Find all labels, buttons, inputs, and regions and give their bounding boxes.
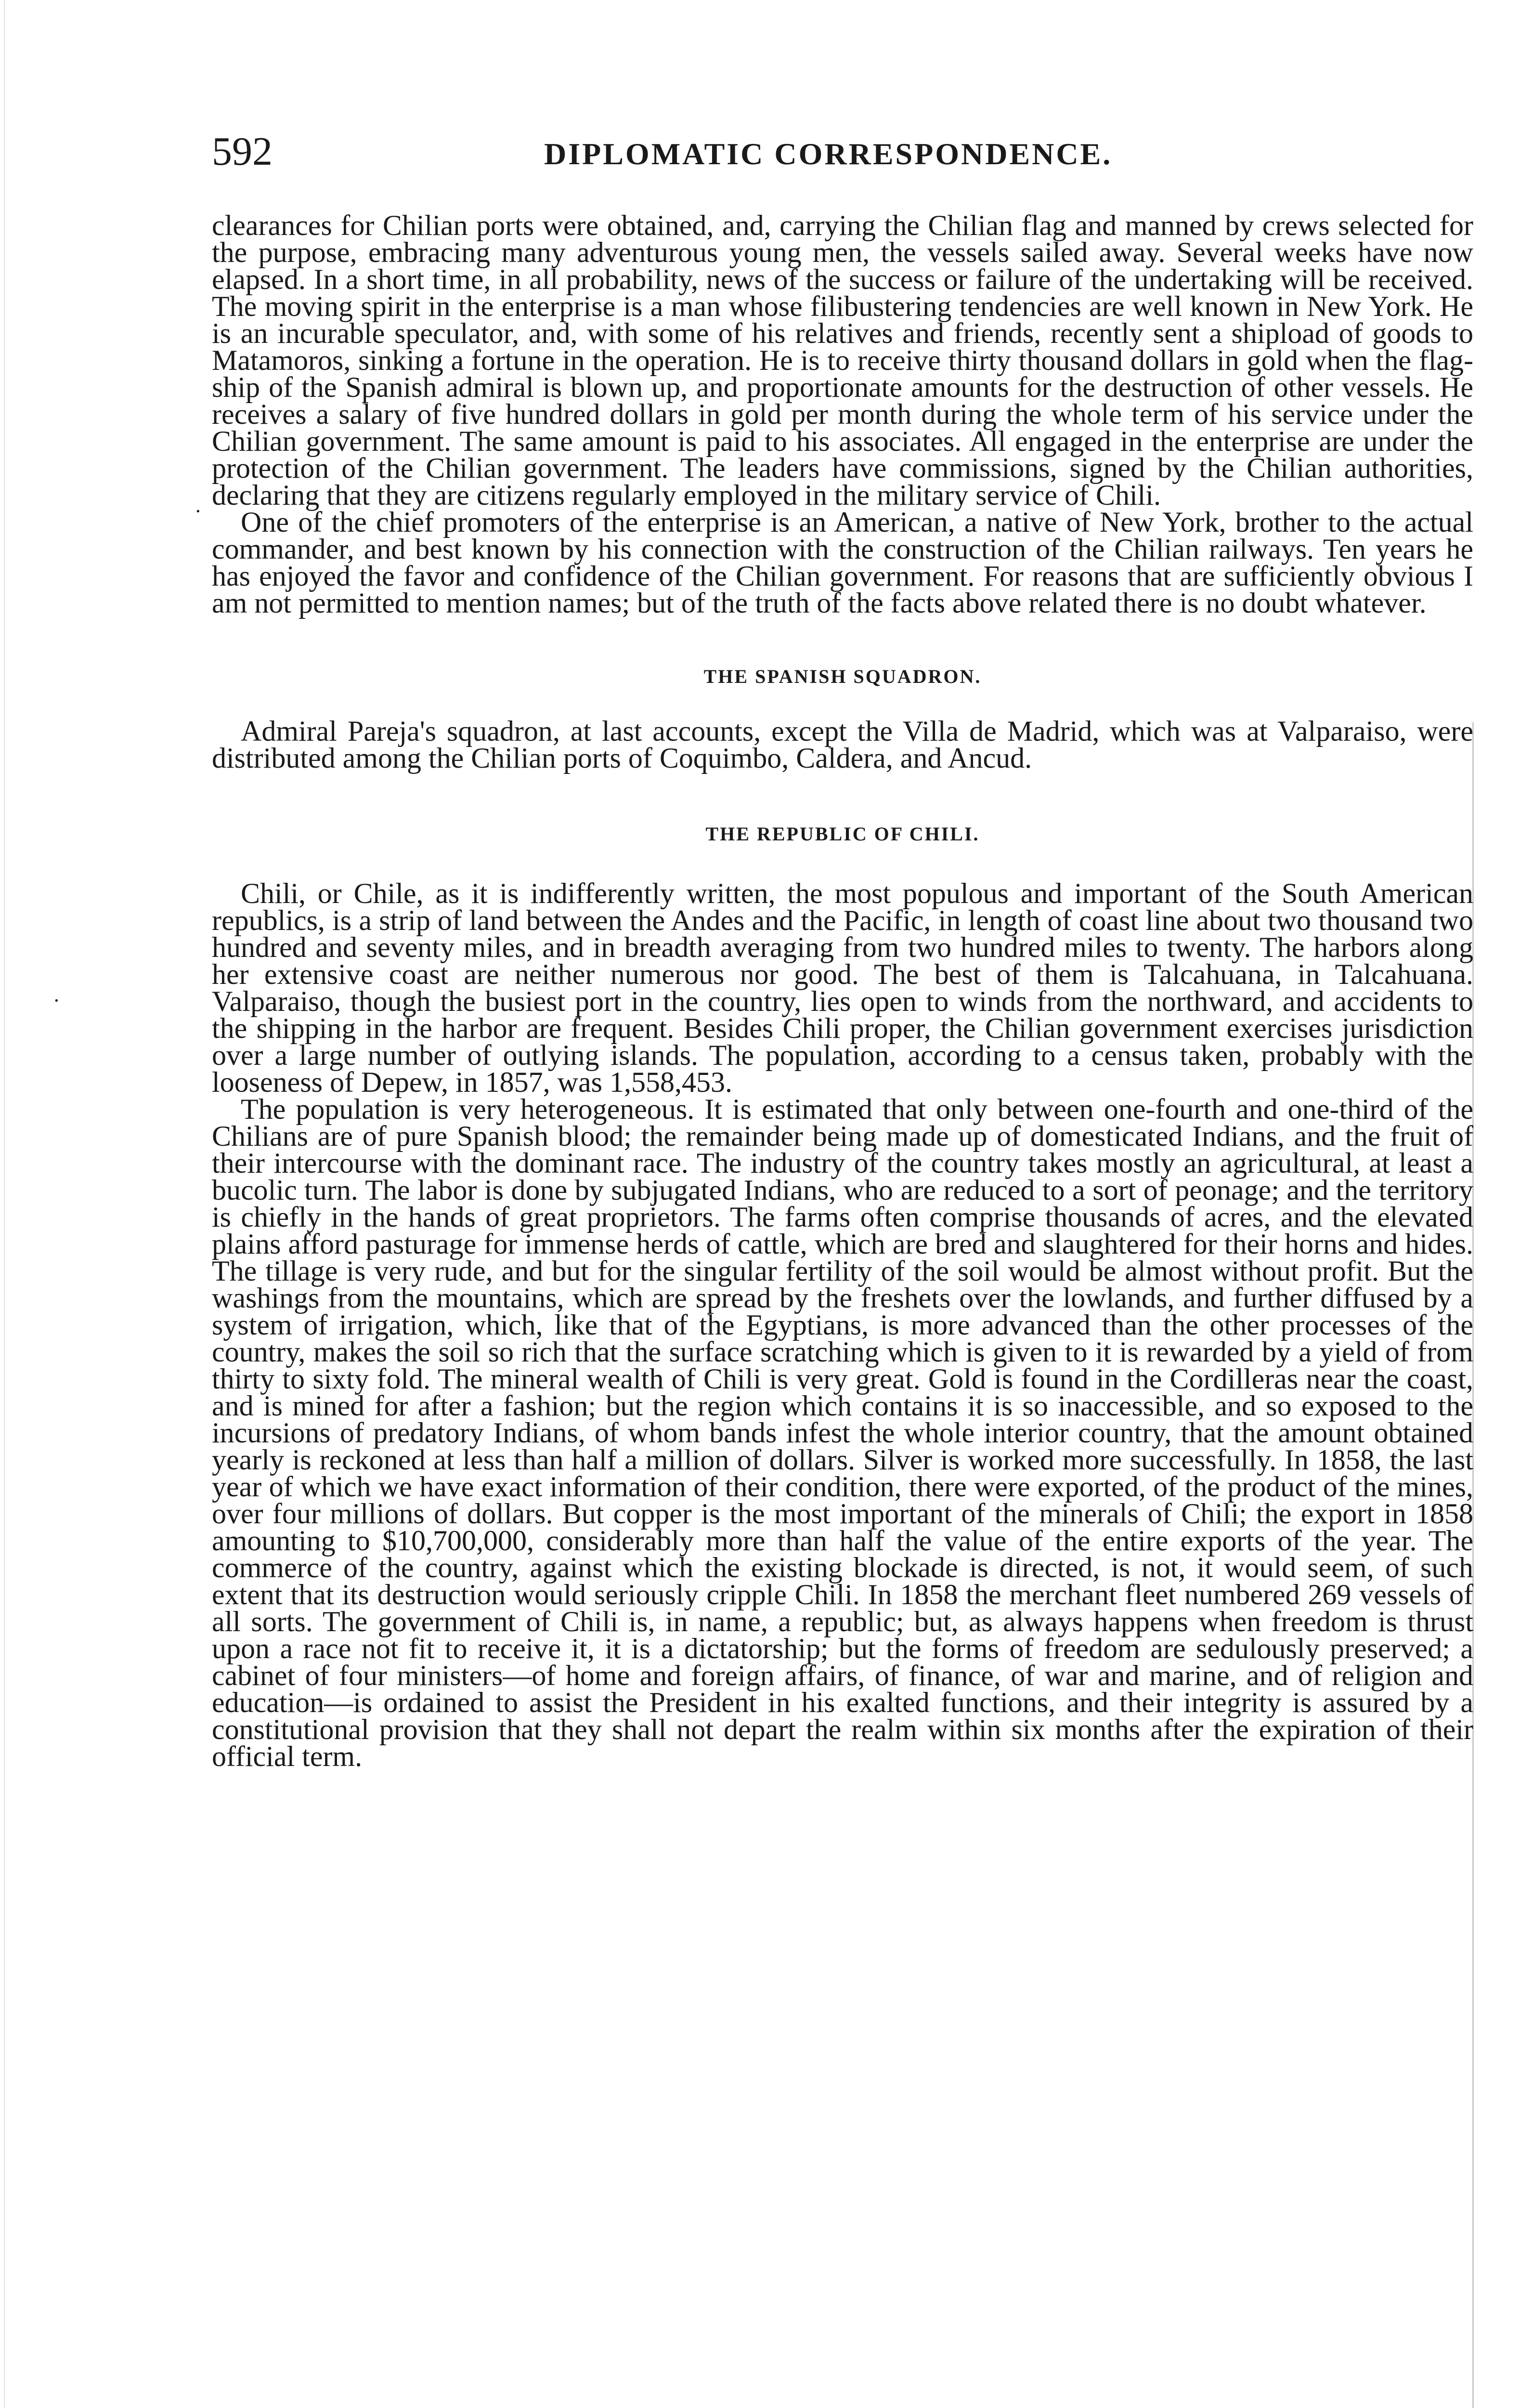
margin-mark: · bbox=[195, 499, 202, 523]
running-title: DIPLOMATIC CORRESPONDENCE. bbox=[544, 137, 1113, 171]
body-text bbox=[212, 209, 1473, 1772]
section-heading: THE SPANISH SQUADRON. bbox=[703, 666, 982, 687]
paragraph: clearances for Chilian ports were obtained, and, carrying the Chilian flag and manned by crews selected for the purpose, embracing many adventurous young men, the vessels sailed away. Several weeks have now elapsed. In a short time, in all probability, news of the success or failure of the undertaking will be received. The moving spirit in the enterprise is a man whose filibustering tendencies are well known in New York. He is an incurable speculator, and, with some of his relatives and friends, recently sent a shipload of goods to Matamoros, sinking a fortune in the operation. He is to receive thirty thousand dollars in gold when the flag-ship of the Spanish admiral is blown up, and proportionate amounts for the destruction of other vessels. He receives a salary of five hundred dollars in gold per month during the whole term of his service under the Chilian government. The same amount is paid to his associates. All engaged in the enterprise are under the protection of the Chilian government. The leaders have commissions, signed by the Chilian authorities, declaring that they are citizens regularly employed in the military service of Chili. bbox=[212, 209, 1473, 511]
margin-mark: · bbox=[53, 989, 60, 1012]
paragraph: One of the chief promoters of the enterprise is an American, a native of New York, brother to the actual commander, and best known by his connection with the construction of the Chilian railways. Ten years he has enjoyed the favor and confidence of the Chilian government. For reasons that are sufficiently obvious I am not permitted to mention names; but of the truth of the facts above related there is no doubt whatever. bbox=[212, 506, 1473, 619]
paragraph: Admiral Pareja's squadron, at last accounts, except the Villa de Madrid, which was at Valparaiso, were distributed among the Chilian ports of Coquimbo, Caldera, and Ancud. bbox=[212, 715, 1473, 774]
page-header bbox=[212, 128, 1473, 181]
section-heading: THE REPUBLIC OF CHILI. bbox=[705, 823, 980, 845]
paragraph: The population is very heterogeneous. It is estimated that only between one-fourth and one-third of the Chilians are of pure Spanish blood; the remainder being made up of domesticated Indians, and the fruit of their intercourse with the dominant race. The industry of the country takes mostly an agricultural, at least a bucolic turn. The labor is done by subjugated Indians, who are reduced to a sort of peonage; and the territory is chiefly in the hands of great proprietors. The farms often comprise thousands of acres, and the elevated plains afford pasturage for immense herds of cattle, which are bred and slaughtered for their horns and hides. The tillage is very rude, and but for the singular fertility of the soil would be almost without profit. But the washings from the mountains, which are spread by the freshets over the lowlands, and further diffused by a system of irrigation, which, like that of the Egyptians, is more advanced than the other processes of the country, makes the soil so rich that the surface scratching which is given to it is rewarded by a yield of from thirty to sixty fold. The mineral wealth of Chili is very great. Gold is found in the Cordilleras near the coast, and is mined for after a fashion; but the region which contains it is so inaccessible, and so exposed to the incursions of predatory Indians, of whom bands infest the whole interior country, that the amount obtained yearly is reckoned at less than half a million of dollars. Silver is worked more successfully. In 1858, the last year of which we have exact information of their condition, there were exported, of the product of the mines, over four millions of dollars. But copper is the most important of the minerals of Chili; the export in 1858 amounting to $10,700,000, considerably more than half the value of the entire exports of the year. The commerce of the country, against which the existing blockade is directed, is not, it would seem, of such extent that its destruction would seriously cripple Chili. In 1858 the merchant fleet numbered 269 vessels of all sorts. The government of Chili is, in name, a republic; but, as always happens when freedom is thrust upon a race not fit to receive it, it is a dictatorship; but the forms of freedom are sedulously preserved; a cabinet of four ministers—of home and foreign affairs, of finance, of war and marine, and of religion and education—is ordained to assist the President in his exalted functions, and their integrity is assured by a constitutional provision that they shall not depart the realm within six months after the expiration of their official term. bbox=[212, 1093, 1473, 1772]
page-edge-left bbox=[4, 0, 5, 2408]
page-number: 592 bbox=[212, 129, 273, 174]
paragraph: Chili, or Chile, as it is indifferently written, the most populous and important of the South American republics, is a strip of land between the Andes and the Pacific, in length of coast line about two thousand two hundred and seventy miles, and in breadth averaging from two hundred miles to twenty. The harbors along her extensive coast are neither numerous nor good. The best of them is Talcahuana, in Talcahuana. Valparaiso, though the busiest port in the country, lies open to winds from the northward, and accidents to the shipping in the harbor are frequent. Besides Chili proper, the Chilian government exercises jurisdiction over a large number of outlying islands. The population, according to a census taken, probably with the looseness of Depew, in 1857, was 1,558,453. bbox=[212, 877, 1473, 1098]
